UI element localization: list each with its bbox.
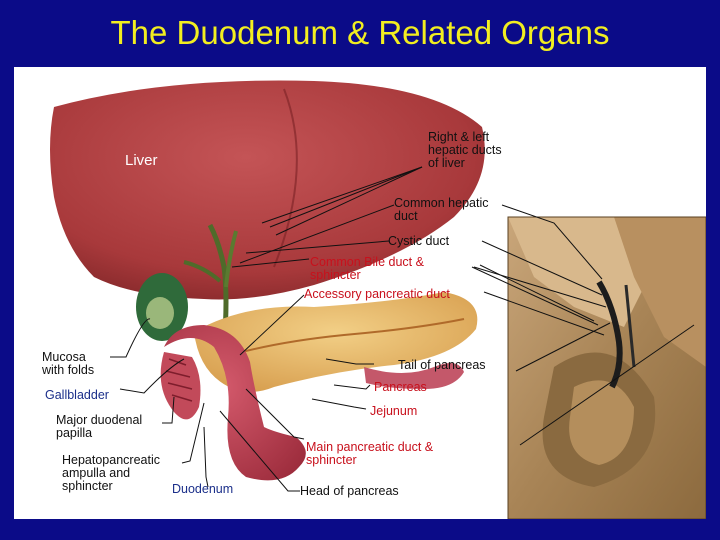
label-mucosa-folds: Mucosa with folds [42,350,95,377]
label-duodenum: Duodenum [172,482,234,496]
label-common-hepatic-duct: Common hepatic duct [394,196,489,223]
label-gallbladder: Gallbladder [45,388,109,402]
label-jejunum: Jejunum [370,404,418,418]
dissection-photo [508,217,706,519]
label-cystic-duct: Cystic duct [388,234,450,248]
label-accessory-pancreatic-duct: Accessory pancreatic duct [304,287,450,301]
label-liver: Liver [125,152,158,169]
diagram-panel [14,67,706,519]
label-head-of-pancreas: Head of pancreas [300,484,399,498]
label-hepatopancreatic-ampulla: Hepatopancreatic ampulla and sphincter [62,453,160,493]
label-common-bile-duct: Common Bile duct & sphincter [310,255,424,282]
label-pancreas: Pancreas [374,380,427,394]
label-hepatic-ducts: Right & left hepatic ducts of liver [428,130,502,170]
label-major-duodenal-papilla: Major duodenal papilla [56,413,143,440]
label-tail-of-pancreas: Tail of pancreas [398,358,486,372]
label-main-pancreatic-duct: Main pancreatic duct & sphincter [306,440,434,467]
slide-title: The Duodenum & Related Organs [110,14,610,51]
